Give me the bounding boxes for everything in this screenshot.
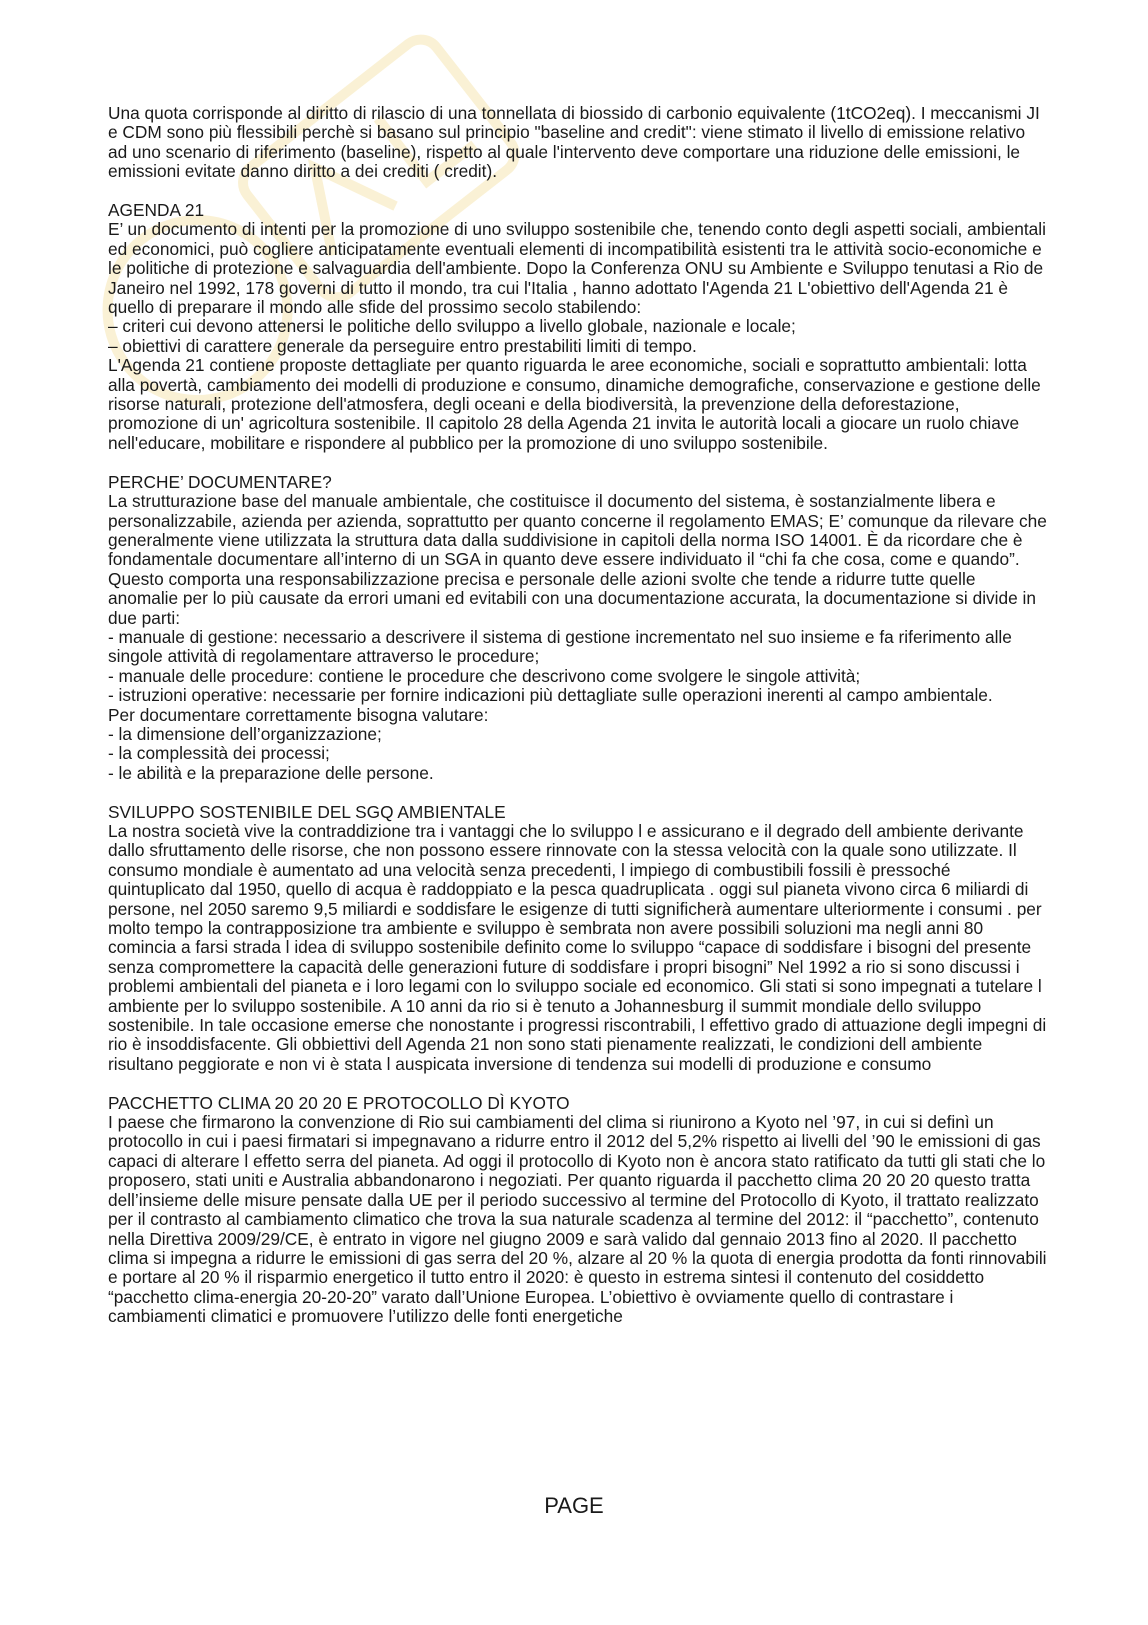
section-heading: AGENDA 21 bbox=[108, 200, 205, 221]
list-item: – criteri cui devono attenersi le politiche dello sviluppo a livello globale, nazionale e locale; bbox=[108, 316, 796, 337]
section-heading: PERCHE’ DOCUMENTARE? bbox=[108, 471, 332, 492]
paragraph: La strutturazione base del manuale ambientale, che costituisce il documento del sistema, è sostanzialmente libera e personalizzabile, azienda per azienda, soprattutto per quanto concerne il regolamento EMAS; E’ comunque da rilevare che generalmente viene utilizzata la struttura data dalla suddivisione in capitoli della norma ISO 14001. È da ricordare che è fondamentale documentare all’interno di un SGA in quanto deve essere individuato il “chi fa che cosa, come e quando”. Questo comporta una responsabilizzazione precisa e personale delle azioni svolte che tende a ridurre tutte quelle anomalie per lo più causate da errori umani ed evitabili con una documentazione accurata, la documentazione si divide in due parti: bbox=[108, 491, 1047, 628]
section-heading: SVILUPPO SOSTENIBILE DEL SGQ AMBIENTALE bbox=[108, 801, 506, 822]
page-footer bbox=[0, 1493, 1148, 1519]
list-item: - la complessità dei processi; bbox=[108, 743, 330, 764]
paragraph: L'Agenda 21 contiene proposte dettagliate per quanto riguarda le aree economiche, sociali e soprattutto ambientali: lotta alla povertà, cambiamento dei modelli di produzione e consumo, dinamiche demografiche, conservazione e gestione delle risorse naturali, protezione dell'atmosfera, degli oceani e della biodiversità, la prevenzione della deforestazione, promozione di un' agricoltura sostenibile. Il capitolo 28 della Agenda 21 invita le autorità locali a giocare un ruolo chiave nell'educare, mobilitare e rispondere al pubblico per la promozione di uno sviluppo sostenibile. bbox=[108, 355, 1041, 453]
section-kyoto bbox=[108, 1094, 1048, 1327]
section-sviluppo bbox=[108, 803, 1048, 1075]
intro-paragraph: Una quota corrisponde al diritto di rilascio di una tonnellata di biossido di carbonio equivalente (1tCO2eq). I meccanismi JI e CDM sono più flessibili perchè si basano sul principio "baseline and credit": viene stimato il livello di emissione relativo ad uno scenario di riferimento (baseline), rispetto al quale l'intervento deve comportare una riduzione delle emissioni, le emissioni evitate danno diritto a dei crediti ( credit). bbox=[108, 103, 1040, 182]
paragraph: Per documentare correttamente bisogna valutare: bbox=[108, 704, 489, 725]
paragraph: I paese che firmarono la convenzione di Rio sui cambiamenti del clima si riunirono a Kyoto nel ’97, in cui si definì un protocollo in cui i paesi firmatari si impegnavano a ridurre entro il 2012 del 5,2% rispetto ai livelli del ’90 le emissioni di gas capaci di alterare l effetto serra del pianeta. Ad oggi il protocollo di Kyoto non è ancora stato ratificato da tutti gli stati che lo proposero, stati uniti e Australia abbandonarono i negoziati. Per quanto riguarda il pacchetto clima 20 20 20 questo tratta dell’insieme delle misure pensate dalla UE per il periodo successivo al termine del Protocollo di Kyoto, il trattato realizzato per il contrasto al cambiamento climatico che trova la sua naturale scadenza al termine del 2012: il “pacchetto”, contenuto nella Direttiva 2009/29/CE, è entrato in vigore nel giugno 2009 e sarà valido dal gennaio 2013 fino al 2020. Il pacchetto clima si impegna a ridurre le emissioni di gas serra del 20 %, alzare al 20 % la quota di energia prodotta da fonti rinnovabili e portare al 20 % il risparmio energetico il tutto entro il 2020: è questo in estrema sintesi il contenuto del cosiddetto “pacchetto clima-energia 20-20-20” varato dall’Unione Europea. L’obiettivo è ovviamente quello di contrastare i cambiamenti climatici e promuovere l’utilizzo delle fonti energetiche bbox=[108, 1112, 1047, 1327]
list-item: - la dimensione dell’organizzazione; bbox=[108, 723, 382, 744]
document-body bbox=[108, 104, 1048, 1327]
list-item: - istruzioni operative: necessarie per fornire indicazioni più dettagliate sulle operazioni inerenti al campo ambientale. bbox=[108, 685, 993, 706]
paragraph: La nostra società vive la contraddizione tra i vantaggi che lo sviluppo l e assicurano e il degrado dell ambiente derivante dallo sfruttamento delle risorse, che non possono essere rinnovate con la stessa velocità con la quale sono utilizzate. Il consumo mondiale è aumentato ad una velocità senza precedenti, l impiego di combustibili fossili è pressoché quintuplicato dal 1950, quello di acqua è raddoppiato e la pesca quadruplicata . oggi sul pianeta vivono circa 6 miliardi di persone, nel 2050 saremo 9,5 miliardi e soddisfare le esigenze di tutti significherà aumentare ulteriormente i consumi . per molto tempo la contrapposizione tra ambiente e sviluppo è sembrata non avere possibili soluzioni ma negli anni 80 comincia a farsi strada l idea di sviluppo sostenibile definito come lo sviluppo “capace di soddisfare i bisogni del presente senza compromettere la capacità delle generazioni future di soddisfare i propri bisogni” Nel 1992 a rio si sono discussi i problemi ambientali del pianeta e i loro legami con lo sviluppo sociale ed economico. Gli stati si sono impegnati a tutelare l ambiente per lo sviluppo sostenibile. A 10 anni da rio si è tenuto a Johannesburg il summit mondiale dello sviluppo sostenibile. In tale occasione emerse che nonostante i progressi riscontrabili, l effettivo grado di attuazione degli impegni di rio è insoddisfacente. Gli obbiettivi dell Agenda 21 non sono stati pienamente realizzati, le condizioni dell ambiente risultano peggiorate e non vi è stata l auspicata inversione di tendenza sui modelli di produzione e consumo bbox=[108, 820, 1047, 1074]
list-item: - le abilità e la preparazione delle persone. bbox=[108, 762, 434, 783]
section-agenda21 bbox=[108, 201, 1048, 453]
list-item: - manuale di gestione: necessario a descrivere il sistema di gestione incrementato nel suo insieme e fa riferimento alle singole attività di regolamentare attraverso le procedure; bbox=[108, 626, 1012, 667]
section-heading: PACCHETTO CLIMA 20 20 20 E PROTOCOLLO DÌ KYOTO bbox=[108, 1092, 570, 1113]
page-label: PAGE bbox=[544, 1493, 604, 1518]
list-item: - manuale delle procedure: contiene le procedure che descrivono come svolgere le singole attività; bbox=[108, 665, 861, 686]
section-documentare bbox=[108, 473, 1048, 784]
paragraph: E’ un documento di intenti per la promozione di uno sviluppo sostenibile che, tenendo conto degli aspetti sociali, ambientali ed economici, può cogliere anticipatamente eventuali elementi di incompatibilità esistenti tra le attività socio-economiche e le politiche di protezione e salvaguardia dell'ambiente. Dopo la Conferenza ONU su Ambiente e Sviluppo tenutasi a Rio de Janeiro nel 1992, 178 governi di tutto il mondo, tra cui l'Italia , hanno adottato l'Agenda 21 L'obiettivo dell'Agenda 21 è quello di preparare il mondo alle sfide del prossimo secolo stabilendo: bbox=[108, 219, 1046, 318]
list-item: – obiettivi di carattere generale da perseguire entro prestabiliti limiti di tempo. bbox=[108, 335, 697, 356]
